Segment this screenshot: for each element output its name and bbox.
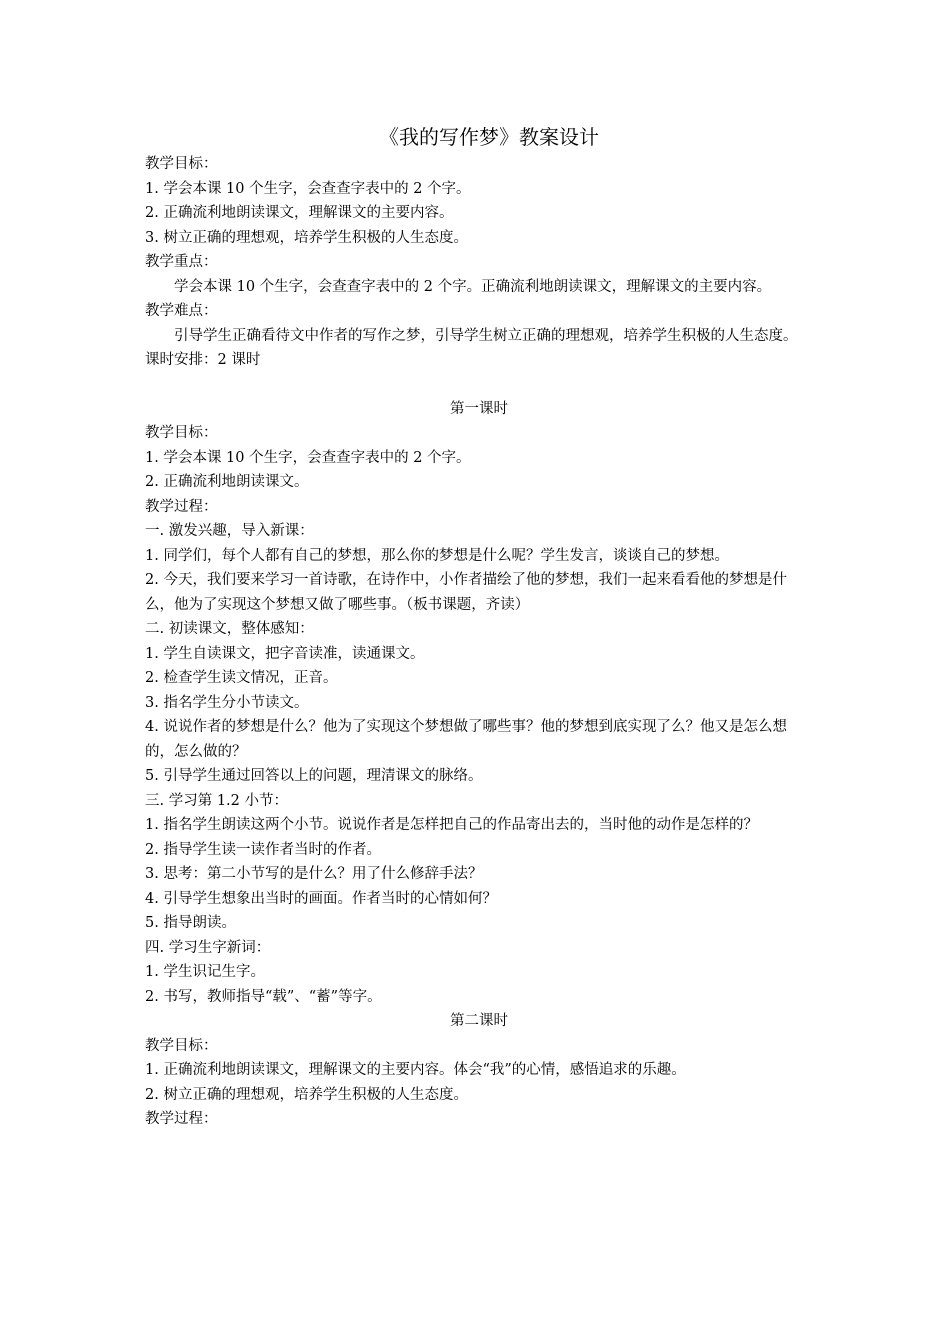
section-item: 2. 今天，我们要来学习一首诗歌，在诗作中，小作者描绘了他的梦想，我们一起来看看他的梦想是什么，他为了实现这个梦想又做了哪些事。（板书课题，齐读） xyxy=(145,572,787,613)
section-item: 1. 学生识记生字。 xyxy=(145,964,265,980)
section-heading: 三. 学习第 1.2 小节： xyxy=(145,792,288,809)
spacer xyxy=(145,373,813,397)
goal-item: 3. 树立正确的理想观，培养学生积极的人生态度。 xyxy=(145,229,468,246)
section-item: 2. 检查学生读文情况，正音。 xyxy=(145,670,338,686)
section-heading: 二. 初读课文，整体感知： xyxy=(145,621,314,637)
section-item: 1. 学生自读课文，把字音读准，读通课文。 xyxy=(145,645,425,662)
key-text: 学会本课 10 个生字，会查查字表中的 2 个字。正确流利地朗读课文，理解课文的主要内容。 xyxy=(174,278,772,295)
section-item: 5. 引导学生通过回答以上的问题，理清课文的脉络。 xyxy=(145,768,483,784)
section-item: 3. 思考：第二小节写的是什么？用了什么修辞手法？ xyxy=(145,866,483,882)
document-title: 《我的写作梦》教案设计 xyxy=(379,125,599,149)
section-item: 3. 指名学生分小节读文。 xyxy=(145,694,309,711)
lesson2-goals-heading: 教学目标： xyxy=(145,1037,218,1054)
lesson1-goal-item: 2. 正确流利地朗读课文。 xyxy=(145,474,309,490)
lesson1-process-heading: 教学过程： xyxy=(145,498,218,515)
difficulty-heading: 教学难点： xyxy=(145,303,218,319)
lesson2-goal-item: 2. 树立正确的理想观，培养学生积极的人生态度。 xyxy=(145,1086,468,1103)
section-item: 4. 说说作者的梦想是什么？他为了实现这个梦想做了哪些事？他的梦想到底实现了么？他又是怎么想的，怎么做的？ xyxy=(145,719,787,760)
section-item: 2. 指导学生读一读作者当时的作者。 xyxy=(145,841,381,858)
goal-item: 1. 学会本课 10 个生字，会查查字表中的 2 个字。 xyxy=(145,180,471,197)
lesson2-heading: 第二课时 xyxy=(450,1013,508,1029)
section-item: 4. 引导学生想象出当时的画面。作者当时的心情如何？ xyxy=(145,890,497,907)
goals-heading: 教学目标： xyxy=(145,156,218,172)
goal-item: 2. 正确流利地朗读课文，理解课文的主要内容。 xyxy=(145,205,454,221)
lesson1-heading: 第一课时 xyxy=(450,400,508,417)
lesson2-goal-item: 1. 正确流利地朗读课文，理解课文的主要内容。体会“我”的心情，感悟追求的乐趣。 xyxy=(145,1062,686,1078)
schedule-text: 课时安排：2 课时 xyxy=(145,352,261,368)
section-heading: 一. 激发兴趣，导入新课： xyxy=(145,523,314,539)
document-page xyxy=(145,122,813,1132)
section-item: 5. 指导朗读。 xyxy=(145,915,236,931)
section-item: 1. 同学们，每个人都有自己的梦想，那么你的梦想是什么呢？学生发言，谈谈自己的梦想。 xyxy=(145,547,729,564)
lesson1-goals-heading: 教学目标： xyxy=(145,425,218,441)
section-item: 2. 书写，教师指导“载”、“蓄”等字。 xyxy=(145,988,382,1005)
section-heading: 四. 学习生字新词： xyxy=(145,939,271,956)
lesson2-process-heading: 教学过程： xyxy=(145,1111,218,1127)
key-heading: 教学重点： xyxy=(145,254,218,270)
section-item: 1. 指名学生朗读这两个小节。说说作者是怎样把自己的作品寄出去的，当时他的动作是怎样的？ xyxy=(145,817,758,833)
lesson1-goal-item: 1. 学会本课 10 个生字，会查查字表中的 2 个字。 xyxy=(145,449,471,466)
difficulty-text: 引导学生正确看待文中作者的写作之梦，引导学生树立正确的理想观，培养学生积极的人生态度。 xyxy=(174,327,798,344)
